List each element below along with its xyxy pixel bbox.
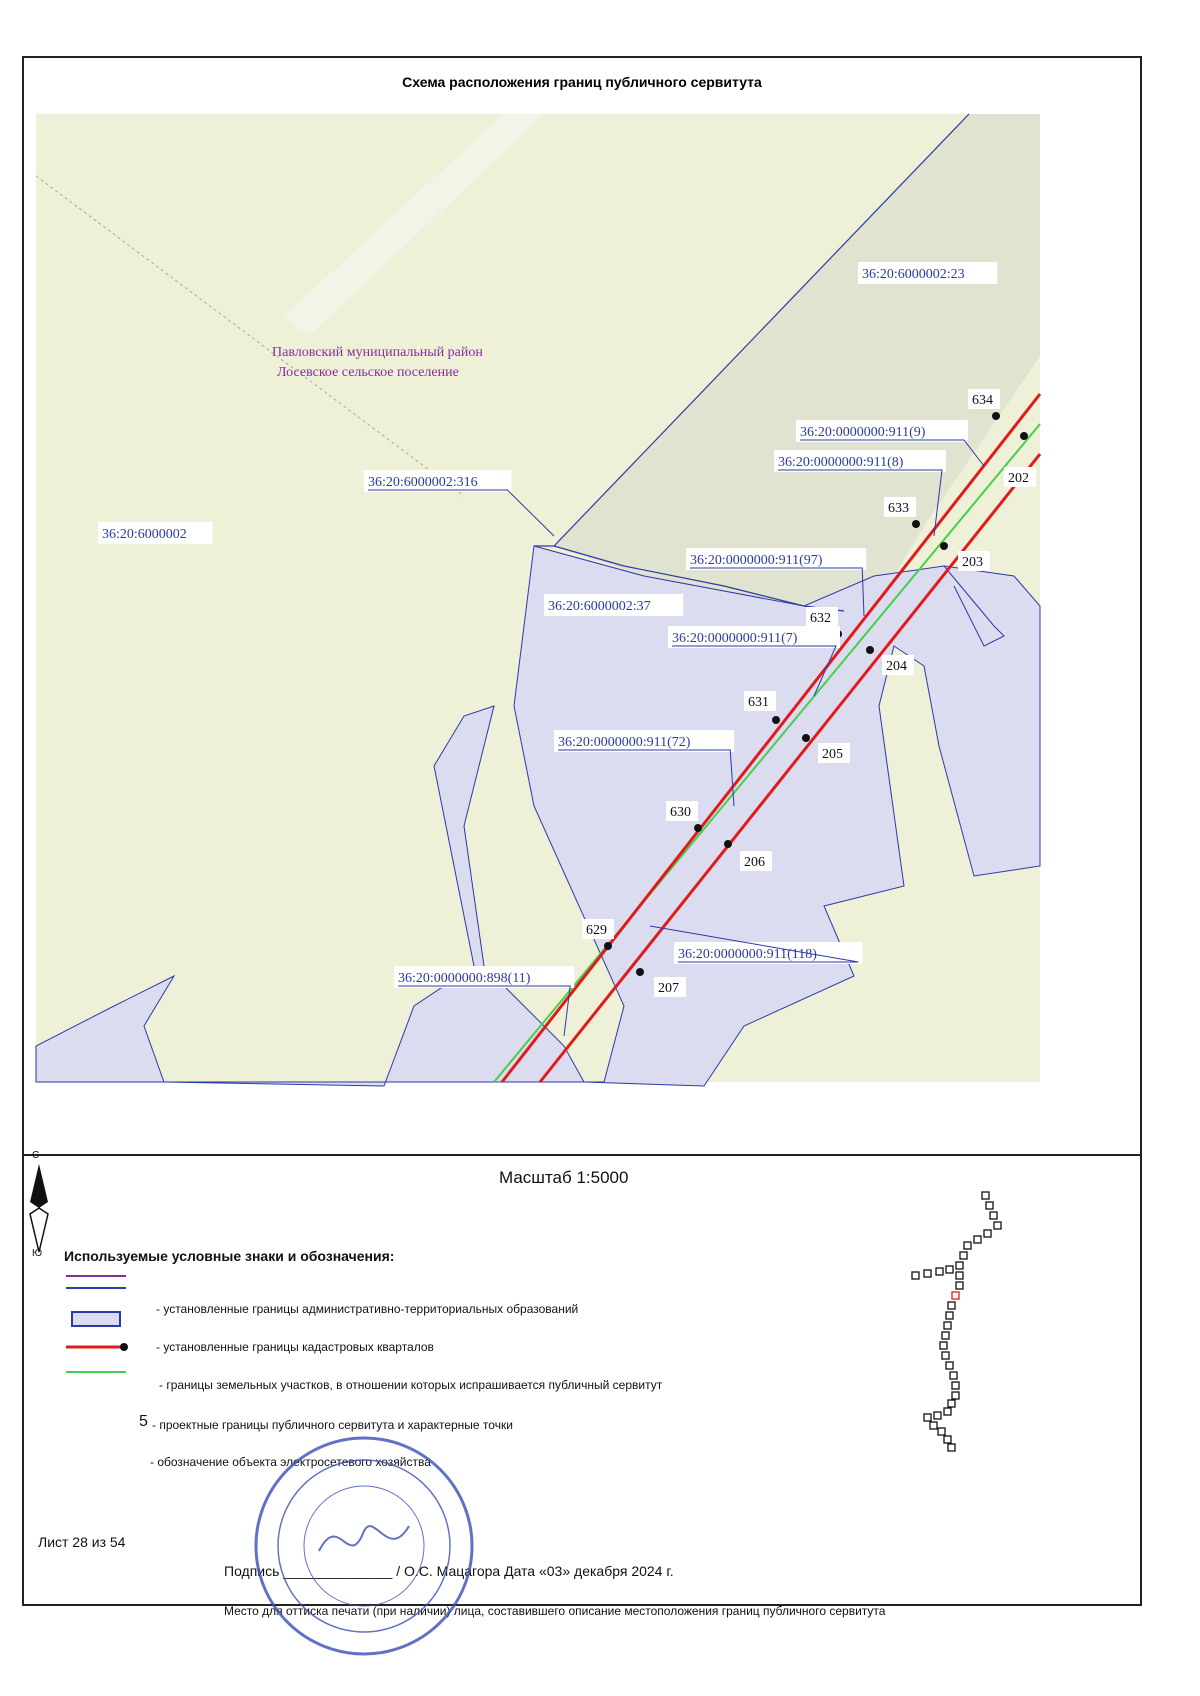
district-label-2: Лосевское сельское поселение [277,365,459,380]
route-segment [934,1412,941,1419]
legend-item-admin: - установленные границы административно-территориальных образований [156,1302,579,1316]
point-label: 202 [1008,471,1029,486]
handwritten-signature [319,1526,409,1551]
route-segment [946,1312,953,1319]
scale-label: Масштаб 1:5000 [499,1168,629,1187]
point-label: 632 [810,611,831,626]
parcel-label: 36:20:0000000:911(9) [800,425,926,440]
point-label: 206 [744,855,765,870]
route-segment [948,1302,955,1309]
route-segment [942,1332,949,1339]
route-segment [938,1428,945,1435]
characteristic-point [802,734,810,742]
sheet-frame [22,56,1142,1618]
legend-title: Используемые условные знаки и обозначения: [64,1248,395,1264]
point-label: 207 [658,981,679,996]
legend-symbols [64,1270,154,1390]
signature-line: Подпись ______________ / О.С. Мацагора Дата «03» декабря 2024 г. [224,1563,674,1579]
characteristic-point [992,412,1000,420]
sheet-number: Лист 28 из 54 [38,1534,126,1550]
route-segment [946,1362,953,1369]
district-label-1: Павловский муниципальный район [272,345,483,360]
route-segment [924,1414,931,1421]
parcel-label: 36:20:0000000:898(11) [398,971,531,986]
parcel-label: 36:20:0000000:911(118) [678,947,817,962]
route-segment [936,1268,943,1275]
characteristic-point [724,840,732,848]
legend-item-parcels: - границы земельных участков, в отношении которых испрашивается публичный сервитут [159,1378,663,1392]
parcel-label: 36:20:6000002:37 [548,599,651,614]
route-segment [930,1422,937,1429]
parcel-label: 36:20:6000002:23 [862,267,965,282]
characteristic-point [604,942,612,950]
route-segment [956,1282,963,1289]
route-segment [940,1342,947,1349]
characteristic-point [912,520,920,528]
route-segment [942,1352,949,1359]
point-label: 634 [972,393,993,408]
parcel-label: 36:20:0000000:911(7) [672,631,798,646]
route-segment [924,1270,931,1277]
point-label: 630 [670,805,691,820]
north-arrow-icon [26,1162,52,1254]
route-segment [944,1322,951,1329]
route-segment [944,1408,951,1415]
legend-item-power: - обозначение объекта электросетевого хозяйства [150,1455,431,1469]
map-title: Схема расположения границ публичного сервитута [24,58,1140,108]
compass-south-label: Ю [32,1248,43,1259]
point-label: 203 [962,555,983,570]
parcel-label: 36:20:0000000:911(97) [690,553,823,568]
route-segment [974,1236,981,1243]
route-segment [952,1292,959,1299]
stamp-note: Место для оттиска печати (при наличии) лица, составившего описание местоположения границ публичного сервитута [224,1604,886,1618]
route-segment [944,1436,951,1443]
compass-north-label: С [32,1150,40,1161]
characteristic-point [866,646,874,654]
legend-point-sample: 5 [139,1413,148,1430]
parcel-label: 36:20:6000002:316 [368,475,478,490]
overview-route-map [904,1188,1014,1468]
parcel-label: 36:20:0000000:911(8) [778,455,904,470]
route-segment [948,1444,955,1451]
parcel-swatch [72,1312,120,1326]
point-label: 633 [888,501,909,516]
route-segment [912,1272,919,1279]
characteristic-point [636,968,644,976]
parcel-label: 36:20:6000002 [102,527,187,542]
route-segment [990,1212,997,1219]
point-swatch [120,1343,128,1351]
map-area [24,106,1140,1156]
characteristic-point [694,824,702,832]
route-segment [964,1242,971,1249]
point-label: 204 [886,659,907,674]
legend-item-quarter: - установленные границы кадастровых кварталов [156,1340,434,1354]
route-segment [952,1382,959,1389]
point-label: 205 [822,747,843,762]
official-seal [249,1431,479,1661]
route-segment [960,1252,967,1259]
route-segment [994,1222,1001,1229]
legend-item-easement: - проектные границы публичного сервитута и характерные точки [152,1418,513,1432]
route-segment [952,1392,959,1399]
point-label: 629 [586,923,607,938]
route-segment [982,1192,989,1199]
characteristic-point [940,542,948,550]
route-segment [984,1230,991,1237]
route-segment [946,1266,953,1273]
route-segment [948,1400,955,1407]
route-segment [986,1202,993,1209]
point-label: 631 [748,695,769,710]
route-segment [956,1262,963,1269]
map-canvas [24,106,1140,1154]
characteristic-point [1020,432,1028,440]
legend-area [24,1150,1140,1618]
characteristic-point [772,716,780,724]
parcel-label: 36:20:0000000:911(72) [558,735,691,750]
overview-route [912,1192,1001,1451]
route-segment [956,1272,963,1279]
route-segment [950,1372,957,1379]
